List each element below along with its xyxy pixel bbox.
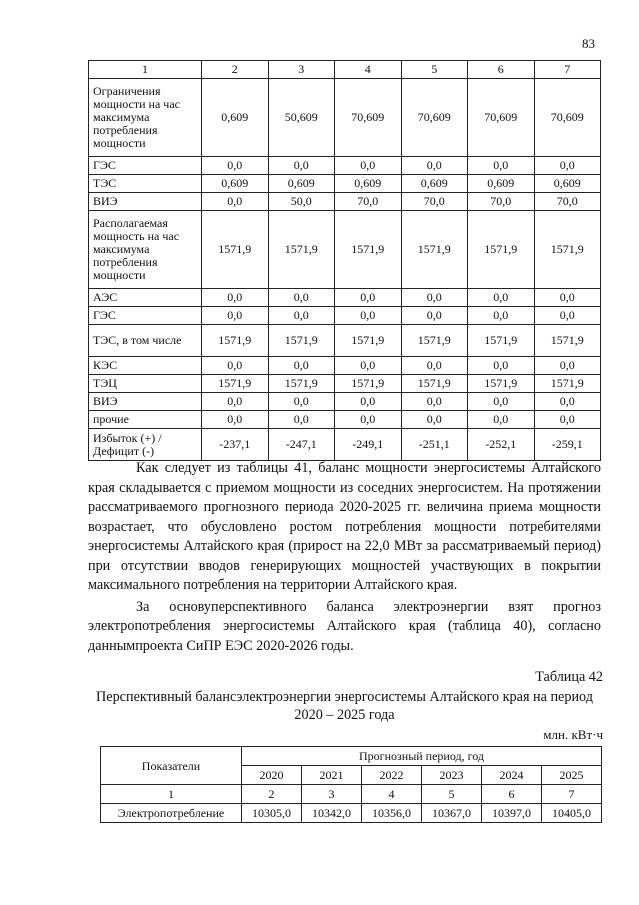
column-number: 7: [542, 785, 602, 804]
row-value: -252,1: [468, 429, 535, 461]
indicator-header: Показатели: [101, 747, 242, 785]
row-value: 0,0: [534, 357, 601, 375]
table-row: [89, 211, 601, 289]
table-row: [89, 325, 601, 357]
row-value: 0,0: [335, 307, 402, 325]
column-number: 1: [89, 61, 202, 79]
row-value: 0,609: [401, 175, 468, 193]
row-value: 50,609: [268, 79, 335, 157]
row-value: 10342,0: [302, 804, 362, 823]
year-header: 2025: [542, 766, 602, 785]
row-label: прочие: [89, 411, 202, 429]
table-row: [89, 429, 601, 461]
row-value: 50,0: [268, 193, 335, 211]
row-value: 0,0: [534, 307, 601, 325]
row-value: 0,0: [268, 157, 335, 175]
column-number: 5: [401, 61, 468, 79]
row-value: 10397,0: [482, 804, 542, 823]
row-value: 0,0: [468, 411, 535, 429]
row-value: 1571,9: [468, 375, 535, 393]
row-value: 10367,0: [422, 804, 482, 823]
row-value: 1571,9: [401, 375, 468, 393]
table-row: [89, 289, 601, 307]
column-number: 4: [362, 785, 422, 804]
row-value: 0,0: [468, 307, 535, 325]
table-row: [89, 375, 601, 393]
column-number: 6: [468, 61, 535, 79]
row-value: 70,0: [468, 193, 535, 211]
row-value: 0,0: [335, 411, 402, 429]
row-value: 0,0: [534, 289, 601, 307]
column-number: 2: [242, 785, 302, 804]
year-header: 2023: [422, 766, 482, 785]
row-label: КЭС: [89, 357, 202, 375]
row-value: 0,0: [268, 289, 335, 307]
table-row: [89, 79, 601, 157]
row-label: Ограничения мощности на час максимума потребления мощности: [89, 79, 202, 157]
row-value: 1571,9: [268, 211, 335, 289]
table-row: [89, 307, 601, 325]
row-value: 0,609: [534, 175, 601, 193]
column-number: 7: [534, 61, 601, 79]
row-value: 0,0: [202, 411, 269, 429]
row-value: 0,0: [268, 411, 335, 429]
row-label: ТЭС: [89, 175, 202, 193]
table-row: [89, 193, 601, 211]
row-value: 1571,9: [468, 325, 535, 357]
row-value: 1571,9: [468, 211, 535, 289]
row-value: 0,0: [202, 157, 269, 175]
row-value: 0,0: [335, 157, 402, 175]
column-number: 5: [422, 785, 482, 804]
row-label: АЭС: [89, 289, 202, 307]
row-value: 0,0: [401, 289, 468, 307]
row-value: -237,1: [202, 429, 269, 461]
row-value: 0,0: [534, 393, 601, 411]
year-header: 2024: [482, 766, 542, 785]
row-value: 0,0: [401, 411, 468, 429]
row-value: 0,0: [534, 157, 601, 175]
row-value: 0,609: [202, 175, 269, 193]
year-header: 2022: [362, 766, 422, 785]
row-value: 0,0: [268, 307, 335, 325]
row-label: ТЭЦ: [89, 375, 202, 393]
table-row: [89, 411, 601, 429]
row-value: 0,609: [268, 175, 335, 193]
column-number: 3: [268, 61, 335, 79]
table-42: [100, 746, 602, 823]
row-value: 0,609: [335, 175, 402, 193]
row-value: 0,0: [202, 307, 269, 325]
row-value: -249,1: [335, 429, 402, 461]
table-row: [89, 357, 601, 375]
row-value: 70,609: [335, 79, 402, 157]
row-value: 0,0: [401, 157, 468, 175]
row-value: 0,0: [468, 157, 535, 175]
row-value: 70,609: [401, 79, 468, 157]
column-number: 3: [302, 785, 362, 804]
column-number: 1: [101, 785, 242, 804]
row-value: 0,0: [534, 411, 601, 429]
row-value: 0,609: [468, 175, 535, 193]
column-number: 4: [335, 61, 402, 79]
page-number: 83: [582, 36, 595, 51]
row-value: 0,0: [401, 307, 468, 325]
row-value: 0,0: [335, 289, 402, 307]
year-header: 2021: [302, 766, 362, 785]
row-value: -247,1: [268, 429, 335, 461]
table-row: [89, 157, 601, 175]
row-value: 1571,9: [202, 325, 269, 357]
row-value: -259,1: [534, 429, 601, 461]
row-value: 1571,9: [335, 325, 402, 357]
year-header: 2020: [242, 766, 302, 785]
row-value: 1571,9: [202, 211, 269, 289]
row-value: 1571,9: [401, 325, 468, 357]
row-label: ВИЭ: [89, 193, 202, 211]
row-label: ВИЭ: [89, 393, 202, 411]
table-41: [88, 60, 601, 461]
row-label: Располагаемая мощность на час максимума потребления мощности: [89, 211, 202, 289]
row-value: 1571,9: [202, 375, 269, 393]
row-value: 70,0: [534, 193, 601, 211]
row-value: 70,0: [335, 193, 402, 211]
row-value: 0,0: [202, 289, 269, 307]
row-value: 10305,0: [242, 804, 302, 823]
row-value: 0,0: [335, 393, 402, 411]
row-value: 1571,9: [268, 375, 335, 393]
row-value: 0,0: [468, 289, 535, 307]
row-value: 70,609: [534, 79, 601, 157]
row-value: 1571,9: [401, 211, 468, 289]
table-42-caption: Таблица 42: [535, 669, 603, 685]
row-value: 0,0: [401, 357, 468, 375]
table-header-row: [89, 61, 601, 79]
row-label: ГЭС: [89, 307, 202, 325]
row-value: 70,609: [468, 79, 535, 157]
row-value: 1571,9: [268, 325, 335, 357]
row-value: 0,0: [202, 193, 269, 211]
table-row: [89, 175, 601, 193]
row-value: -251,1: [401, 429, 468, 461]
paragraph-1: Как следует из таблицы 41, баланс мощности энергосистемы Алтайского края складывается с приемом мощности из соседних энергосистем. На протяжении рассматриваемого прогнозного периода 2020-2025 гг. величина приема мощности возрастает, что обусловлено ростом потребления мощности потребителями энергосистемы Алтайского края (прирост на 22,0 МВт за рассматриваемый период) при отсутствии вводов генерирующих мощностей участвующих в покрытии максимального потребления на территории Алтайского края.: [88, 460, 601, 593]
row-value: 0,609: [202, 79, 269, 157]
row-label: ГЭС: [89, 157, 202, 175]
period-header: Прогнозный период, год: [242, 747, 602, 766]
column-number: 2: [202, 61, 269, 79]
row-label: Электропотребление: [101, 804, 242, 823]
row-value: 1571,9: [534, 211, 601, 289]
row-value: 1571,9: [335, 211, 402, 289]
row-value: 1571,9: [534, 325, 601, 357]
row-value: 10356,0: [362, 804, 422, 823]
row-value: 1571,9: [335, 375, 402, 393]
row-value: 0,0: [202, 393, 269, 411]
row-value: 0,0: [335, 357, 402, 375]
paragraph-2: За основуперспективного баланса электроэнергии взят прогноз электропотребления энергосистемы Алтайского края (таблица 40), согласно даннымпроекта СиПР ЕЭС 2020-2026 годы.: [88, 598, 601, 654]
column-number: 6: [482, 785, 542, 804]
row-value: 0,0: [468, 393, 535, 411]
row-value: 0,0: [268, 357, 335, 375]
row-label: ТЭС, в том числе: [89, 325, 202, 357]
row-value: 0,0: [202, 357, 269, 375]
table-42-unit: млн. кВт·ч: [543, 727, 603, 742]
table-row: [89, 393, 601, 411]
row-value: 10405,0: [542, 804, 602, 823]
row-value: 0,0: [268, 393, 335, 411]
row-label: Избыток (+) / Дефицит (-): [89, 429, 202, 461]
table-42-title: Перспективный балансэлектроэнергии энергосистемы Алтайского края на период 2020 – 2025 года: [96, 689, 593, 723]
row-value: 70,0: [401, 193, 468, 211]
body-text: [88, 459, 601, 656]
row-value: 1571,9: [534, 375, 601, 393]
row-value: 0,0: [468, 357, 535, 375]
row-value: 0,0: [401, 393, 468, 411]
